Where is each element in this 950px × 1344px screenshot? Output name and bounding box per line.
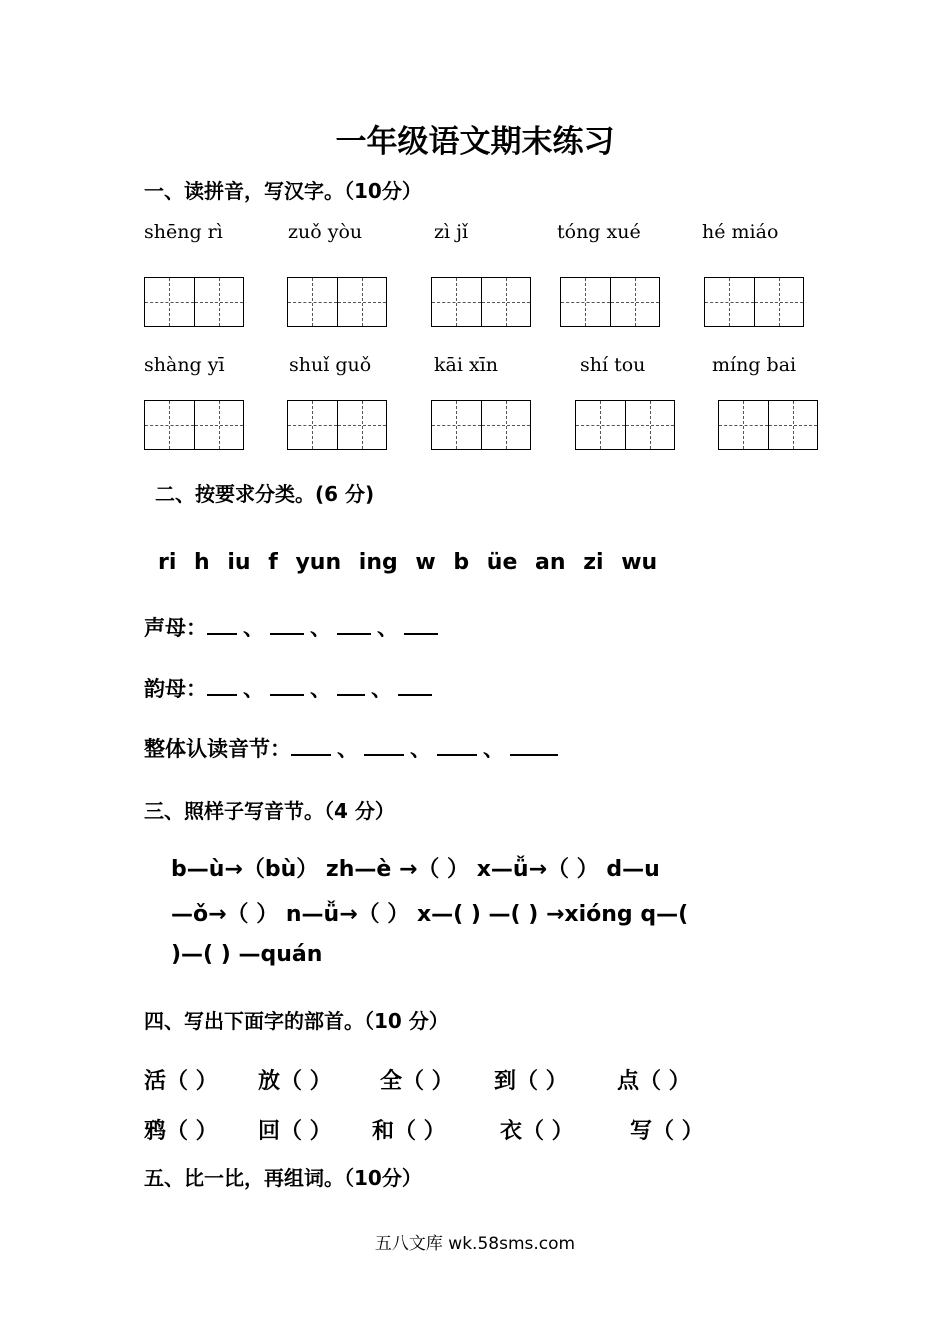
writing-grid[interactable]	[144, 400, 244, 450]
pinyin-6: shàng yī	[144, 354, 225, 376]
example-line-1: b—ù→（bù） zh—è →（ ） x—ǚ→（ ） d—u	[171, 857, 660, 882]
answer-blank[interactable]	[270, 676, 304, 696]
pinyin-10: míng bai	[712, 354, 797, 376]
radical-item[interactable]: 活（ ）	[144, 1069, 218, 1094]
answer-blank[interactable]	[437, 736, 477, 756]
example-line-3: )—( ) —quán	[171, 942, 323, 967]
section4-heading: 四、写出下面字的部首。（10 分）	[144, 1009, 449, 1033]
yunmu-label: 韵母：	[144, 677, 207, 701]
writing-grid[interactable]	[144, 277, 244, 327]
pinyin-3: zì jǐ	[434, 221, 469, 243]
writing-grid[interactable]	[431, 400, 531, 450]
shengmu-row: 声母： 、 、 、	[144, 612, 438, 642]
radical-item[interactable]: 和（ ）	[372, 1119, 446, 1144]
answer-blank[interactable]	[398, 676, 432, 696]
radical-item[interactable]: 回（ ）	[258, 1119, 332, 1144]
radical-item[interactable]: 放（ ）	[258, 1069, 332, 1094]
pinyin-8: kāi xīn	[434, 354, 498, 376]
section3-heading: 三、照样子写音节。（4 分）	[144, 799, 395, 823]
answer-blank[interactable]	[337, 615, 371, 635]
answer-blank[interactable]	[270, 615, 304, 635]
radical-item[interactable]: 鸦（ ）	[144, 1119, 218, 1144]
radical-item[interactable]: 到（ ）	[494, 1069, 568, 1094]
radical-item[interactable]: 衣（ ）	[500, 1119, 574, 1144]
zhengti-label: 整体认读音节：	[144, 737, 291, 761]
answer-blank[interactable]	[207, 615, 237, 635]
answer-blank[interactable]	[337, 676, 365, 696]
footer-watermark: 五八文库 wk.58sms.com	[374, 1234, 576, 1254]
letter-list: ri h iu f yun ing w b üe an zi wu	[158, 550, 658, 575]
answer-blank[interactable]	[207, 676, 237, 696]
writing-grid[interactable]	[704, 277, 804, 327]
answer-blank[interactable]	[364, 736, 404, 756]
section2-heading: 二、按要求分类。(6 分)	[155, 482, 375, 506]
answer-blank[interactable]	[510, 736, 558, 756]
shengmu-label: 声母：	[144, 616, 207, 640]
writing-grid[interactable]	[431, 277, 531, 327]
answer-blank[interactable]	[291, 736, 331, 756]
pinyin-1: shēng rì	[144, 221, 223, 243]
pinyin-2: zuǒ yòu	[288, 221, 363, 243]
page-title: 一年级语文期末练习	[335, 124, 615, 160]
zhengti-row: 整体认读音节： 、 、 、	[144, 733, 558, 763]
radical-item[interactable]: 点（ ）	[617, 1069, 691, 1094]
yunmu-row: 韵母： 、 、 、	[144, 673, 432, 703]
pinyin-4: tóng xué	[557, 221, 641, 243]
radical-item[interactable]: 写（ ）	[630, 1119, 704, 1144]
section5-heading: 五、比一比，再组词。（10分）	[144, 1166, 422, 1190]
writing-grid[interactable]	[287, 400, 387, 450]
writing-grid[interactable]	[287, 277, 387, 327]
writing-grid[interactable]	[560, 277, 660, 327]
writing-grid[interactable]	[575, 400, 675, 450]
radical-item[interactable]: 全（ ）	[380, 1069, 454, 1094]
pinyin-5: hé miáo	[702, 221, 779, 243]
pinyin-9: shí tou	[580, 354, 646, 376]
answer-blank[interactable]	[404, 615, 438, 635]
example-line-2: —ǒ→（ ） n—ǚ→（ ） x—( ) —( ) →xióng q—(	[171, 902, 689, 927]
writing-grid[interactable]	[718, 400, 818, 450]
section1-heading: 一、读拼音，写汉字。（10分）	[144, 179, 422, 203]
pinyin-7: shuǐ guǒ	[289, 354, 372, 376]
